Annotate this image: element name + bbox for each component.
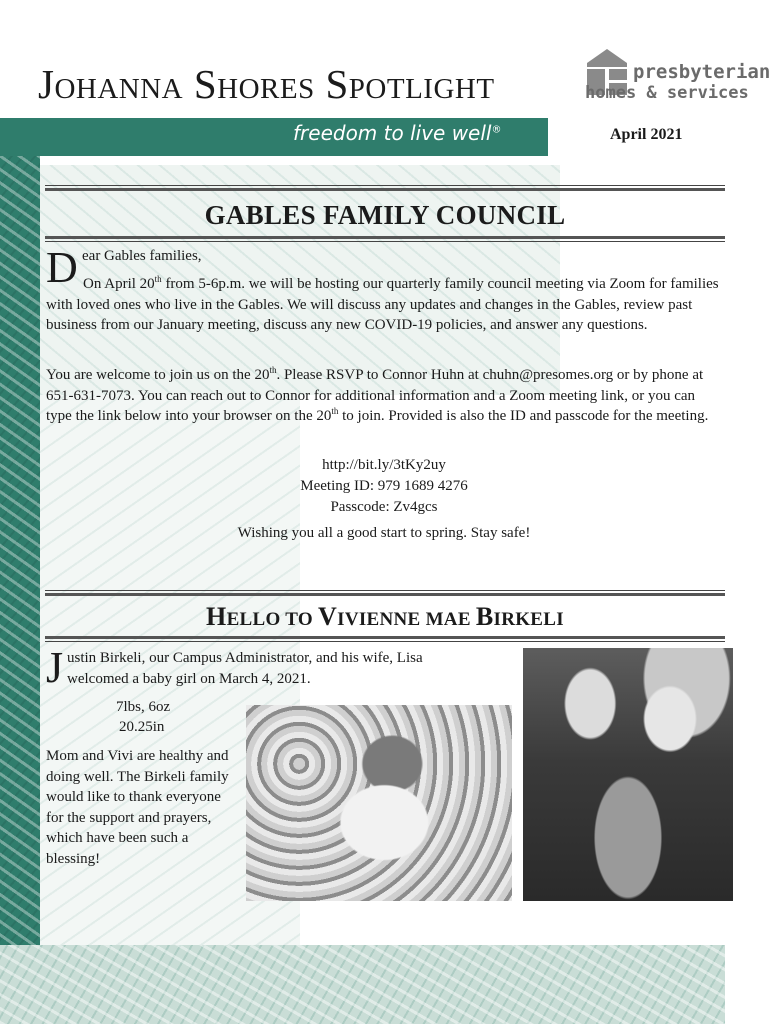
announcement-intro: ustin Birkeli, our Campus Administrator, and his wife, Lisa welcomed a baby girl on March 4, 2021. bbox=[67, 650, 423, 687]
baby-weight: 7lbs, 6oz bbox=[116, 699, 171, 715]
section-heading-birkeli: HELLO TO VIVIENNE MAE BIRKELI bbox=[206, 602, 564, 631]
presbyterian-homes-logo bbox=[585, 47, 770, 107]
section-heading-gables: GABLES FAMILY COUNCIL bbox=[204, 200, 566, 230]
baby-length: 20.25in bbox=[119, 719, 165, 735]
greeting: ear Gables families, bbox=[82, 248, 202, 264]
divider bbox=[45, 185, 725, 186]
passcode: Passcode: Zv4gcs bbox=[330, 499, 438, 515]
baby-photo bbox=[246, 705, 512, 901]
zoom-link: http://bit.ly/3tKy2uy bbox=[322, 457, 446, 473]
paragraph: On April 20th from 5-6p.m. we will be hosting our quarterly family council meeting via Zoom for families with loved ones who live in the Gables. We will discuss any updates and changes in the Gables, review past business from our January meeting, discuss any new COVID-19 policies, and answer any questions. bbox=[46, 274, 719, 333]
divider bbox=[45, 593, 725, 596]
divider bbox=[45, 641, 725, 642]
newsletter-title: Johanna Shores Spotlight bbox=[38, 61, 495, 107]
logo-text-presbyterian: presbyterian bbox=[633, 61, 770, 83]
divider bbox=[45, 241, 725, 242]
tagline: freedom to live well® bbox=[293, 121, 502, 145]
issue-date: April 2021 bbox=[610, 126, 683, 143]
announcement-body: Mom and Vivi are healthy and doing well. The Birkeli family would like to thank everyone for the support and prayers, which have been such a blessing! bbox=[46, 748, 229, 867]
drop-cap: J bbox=[46, 643, 64, 692]
drop-cap: D bbox=[46, 243, 78, 292]
meeting-id: Meeting ID: 979 1689 4276 bbox=[300, 478, 468, 494]
logo-text-homes-services: homes & services bbox=[585, 83, 749, 103]
divider bbox=[45, 188, 725, 191]
decorative-texture-bottom bbox=[0, 945, 725, 1024]
family-photo bbox=[523, 648, 733, 901]
divider bbox=[45, 236, 725, 239]
closing-line: Wishing you all a good start to spring. Stay safe! bbox=[237, 525, 531, 541]
divider bbox=[45, 636, 725, 639]
decorative-texture-left bbox=[0, 150, 40, 950]
paragraph: You are welcome to join us on the 20th. Please RSVP to Connor Huhn at chuhn@presomes.org or by phone at 651-631-7073. You can reach out to Connor for additional information and a Zoom meeting link, or you can type the link below into your browser on the 20th to join. Provided is also the ID and passcode for the meeting. bbox=[46, 365, 709, 424]
divider bbox=[45, 590, 725, 591]
